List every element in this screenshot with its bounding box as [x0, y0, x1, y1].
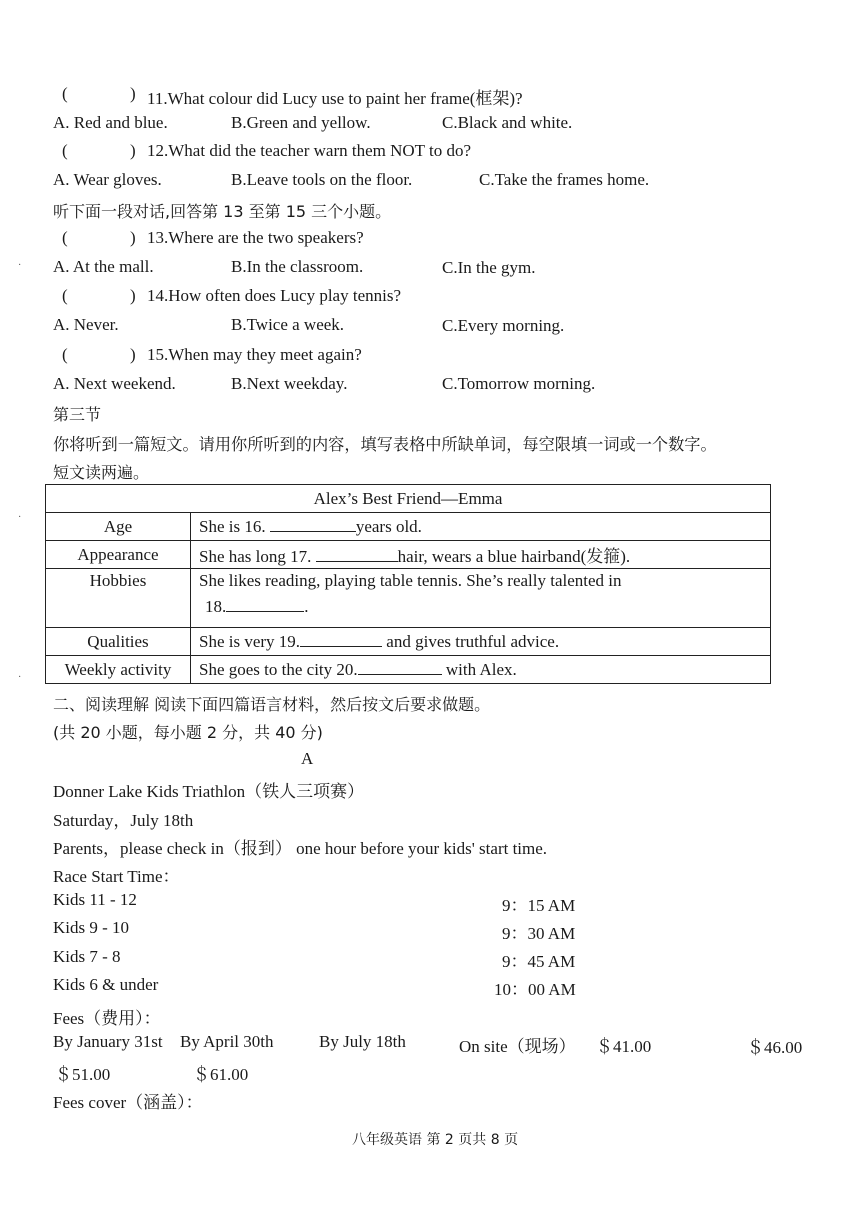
table-text: She likes reading, playing table tennis. She’s really talented in	[199, 571, 622, 590]
race-group: Kids 6 & under	[53, 975, 159, 994]
table-row	[46, 569, 771, 628]
question-15-stem: 15.When may they meet again?	[147, 345, 362, 364]
answer-paren-open-12: (	[62, 141, 68, 160]
table-text: She has long 17.	[199, 547, 316, 566]
question-12-stem: 12.What did the teacher warn them NOT to do?	[147, 141, 471, 160]
answer-paren-open-15: (	[62, 345, 68, 364]
race-group: Kids 7 - 8	[53, 947, 121, 966]
part-2-score: (共 20 小题，每小题 2 分，共 40 分)	[53, 723, 323, 742]
fee-value: ＄46.00	[747, 1038, 803, 1057]
scan-mark: ·	[18, 512, 22, 523]
table-text: She is very 19.	[199, 631, 301, 651]
table-text: 18.	[205, 597, 227, 616]
table-value-qualities	[191, 628, 771, 656]
answer-paren-open-14: (	[62, 286, 68, 305]
table-key-qualities: Qualities	[46, 628, 191, 656]
table-value-age	[191, 513, 771, 541]
race-time: 10：00 AM	[494, 980, 576, 999]
table-title: Alex’s Best Friend—Emma	[46, 485, 771, 513]
fee-value: ＄61.00	[193, 1065, 249, 1084]
race-group: Kids 11 - 12	[53, 890, 137, 909]
section-3-instruction: 你将听到一篇短文。请用你所听到的内容，填写表格中所缺单词，每空限填一词或一个数字。	[53, 435, 717, 454]
race-start-label: Race Start Time：	[53, 867, 180, 886]
table-text: She is 16.	[199, 516, 270, 536]
answer-paren-open-13: (	[62, 228, 68, 247]
question-15-option-a: A. Next weekend.	[53, 374, 176, 393]
race-time: 9：30 AM	[502, 924, 576, 943]
passage-letter: A	[301, 749, 314, 768]
page-footer: 八年级英语 第 2 页共 8 页	[352, 1132, 519, 1148]
question-15-option-b: B.Next weekday.	[231, 374, 348, 393]
passage-a-title: Donner Lake Kids Triathlon（铁人三项赛）	[53, 782, 365, 801]
fee-header: By January 31st	[53, 1032, 163, 1051]
answer-paren-close-13: )	[130, 228, 136, 247]
race-group: Kids 9 - 10	[53, 918, 130, 937]
question-12-option-a: A. Wear gloves.	[53, 170, 162, 189]
listening-instruction-13-15: 听下面一段对话,回答第 13 至第 15 三个小题。	[53, 202, 392, 221]
table-text: with Alex.	[441, 659, 517, 679]
question-11-option-a: A. Red and blue.	[53, 113, 168, 132]
table-row	[46, 628, 771, 656]
race-time: 9：45 AM	[502, 952, 576, 971]
table-value-weekly-activity	[191, 656, 771, 684]
fee-header: By July 18th	[319, 1032, 406, 1051]
table-text: .	[304, 597, 309, 616]
question-12-option-b: B.Leave tools on the floor.	[231, 170, 413, 189]
question-13-option-a: A. At the mall.	[53, 257, 154, 276]
question-11-option-b: B.Green and yellow.	[231, 113, 371, 132]
question-14-option-c: C.Every morning.	[442, 316, 565, 335]
answer-paren-open-11: (	[62, 84, 68, 103]
fee-value: ＄51.00	[55, 1065, 111, 1084]
fill-in-table	[45, 484, 771, 684]
fee-header: By April 30th	[180, 1032, 274, 1051]
question-12-option-c: C.Take the frames home.	[479, 170, 650, 189]
table-text: She goes to the city 20.	[199, 659, 358, 679]
table-text: hair, wears a blue hairband(发箍).	[397, 547, 631, 566]
answer-paren-close-12: )	[130, 141, 136, 160]
passage-a-parents-note: Parents，please check in（报到） one hour before your kids' start time.	[53, 839, 548, 858]
fees-cover-label: Fees cover（涵盖）：	[53, 1093, 203, 1112]
fees-label: Fees（费用）：	[53, 1009, 161, 1028]
passage-a-date: Saturday，July 18th	[53, 811, 194, 830]
table-row	[46, 656, 771, 684]
table-text: and gives truthful advice.	[382, 631, 560, 651]
table-key-appearance: Appearance	[46, 541, 191, 569]
question-13-stem: 13.Where are the two speakers?	[147, 228, 364, 247]
scan-mark: ·	[18, 260, 22, 271]
question-11-option-c: C.Black and white.	[442, 113, 573, 132]
answer-paren-close-15: )	[130, 345, 136, 364]
section-3-heading: 第三节	[53, 405, 102, 424]
table-key-hobbies: Hobbies	[46, 569, 191, 628]
blank-18[interactable]	[226, 597, 304, 612]
blank-17[interactable]	[316, 547, 398, 562]
blank-19[interactable]	[300, 632, 382, 647]
question-11-stem: 11.What colour did Lucy use to paint her frame(框架)?	[147, 89, 523, 108]
question-14-stem: 14.How often does Lucy play tennis?	[147, 286, 401, 305]
section-3-instruction-2: 短文读两遍。	[53, 463, 150, 482]
table-key-weekly-activity: Weekly activity	[46, 656, 191, 684]
question-13-option-b: B.In the classroom.	[231, 257, 364, 276]
question-13-option-c: C.In the gym.	[442, 258, 536, 277]
table-value-hobbies	[191, 569, 771, 628]
fee-value: ＄41.00	[596, 1037, 652, 1056]
question-14-option-b: B.Twice a week.	[231, 315, 345, 334]
table-text: years old.	[355, 516, 422, 536]
part-2-heading: 二、阅读理解 阅读下面四篇语言材料，然后按文后要求做题。	[53, 695, 491, 714]
question-14-option-a: A. Never.	[53, 315, 119, 334]
answer-paren-close-14: )	[130, 286, 136, 305]
answer-paren-close-11: )	[130, 84, 136, 103]
scan-mark: ·	[18, 672, 22, 683]
race-time: 9：15 AM	[502, 896, 576, 915]
table-key-age: Age	[46, 513, 191, 541]
blank-16[interactable]	[270, 517, 356, 532]
table-value-appearance	[191, 541, 771, 569]
table-row	[46, 541, 771, 569]
fee-header: On site（现场）	[459, 1037, 576, 1056]
blank-20[interactable]	[358, 660, 442, 675]
question-15-option-c: C.Tomorrow morning.	[442, 374, 596, 393]
table-row	[46, 513, 771, 541]
